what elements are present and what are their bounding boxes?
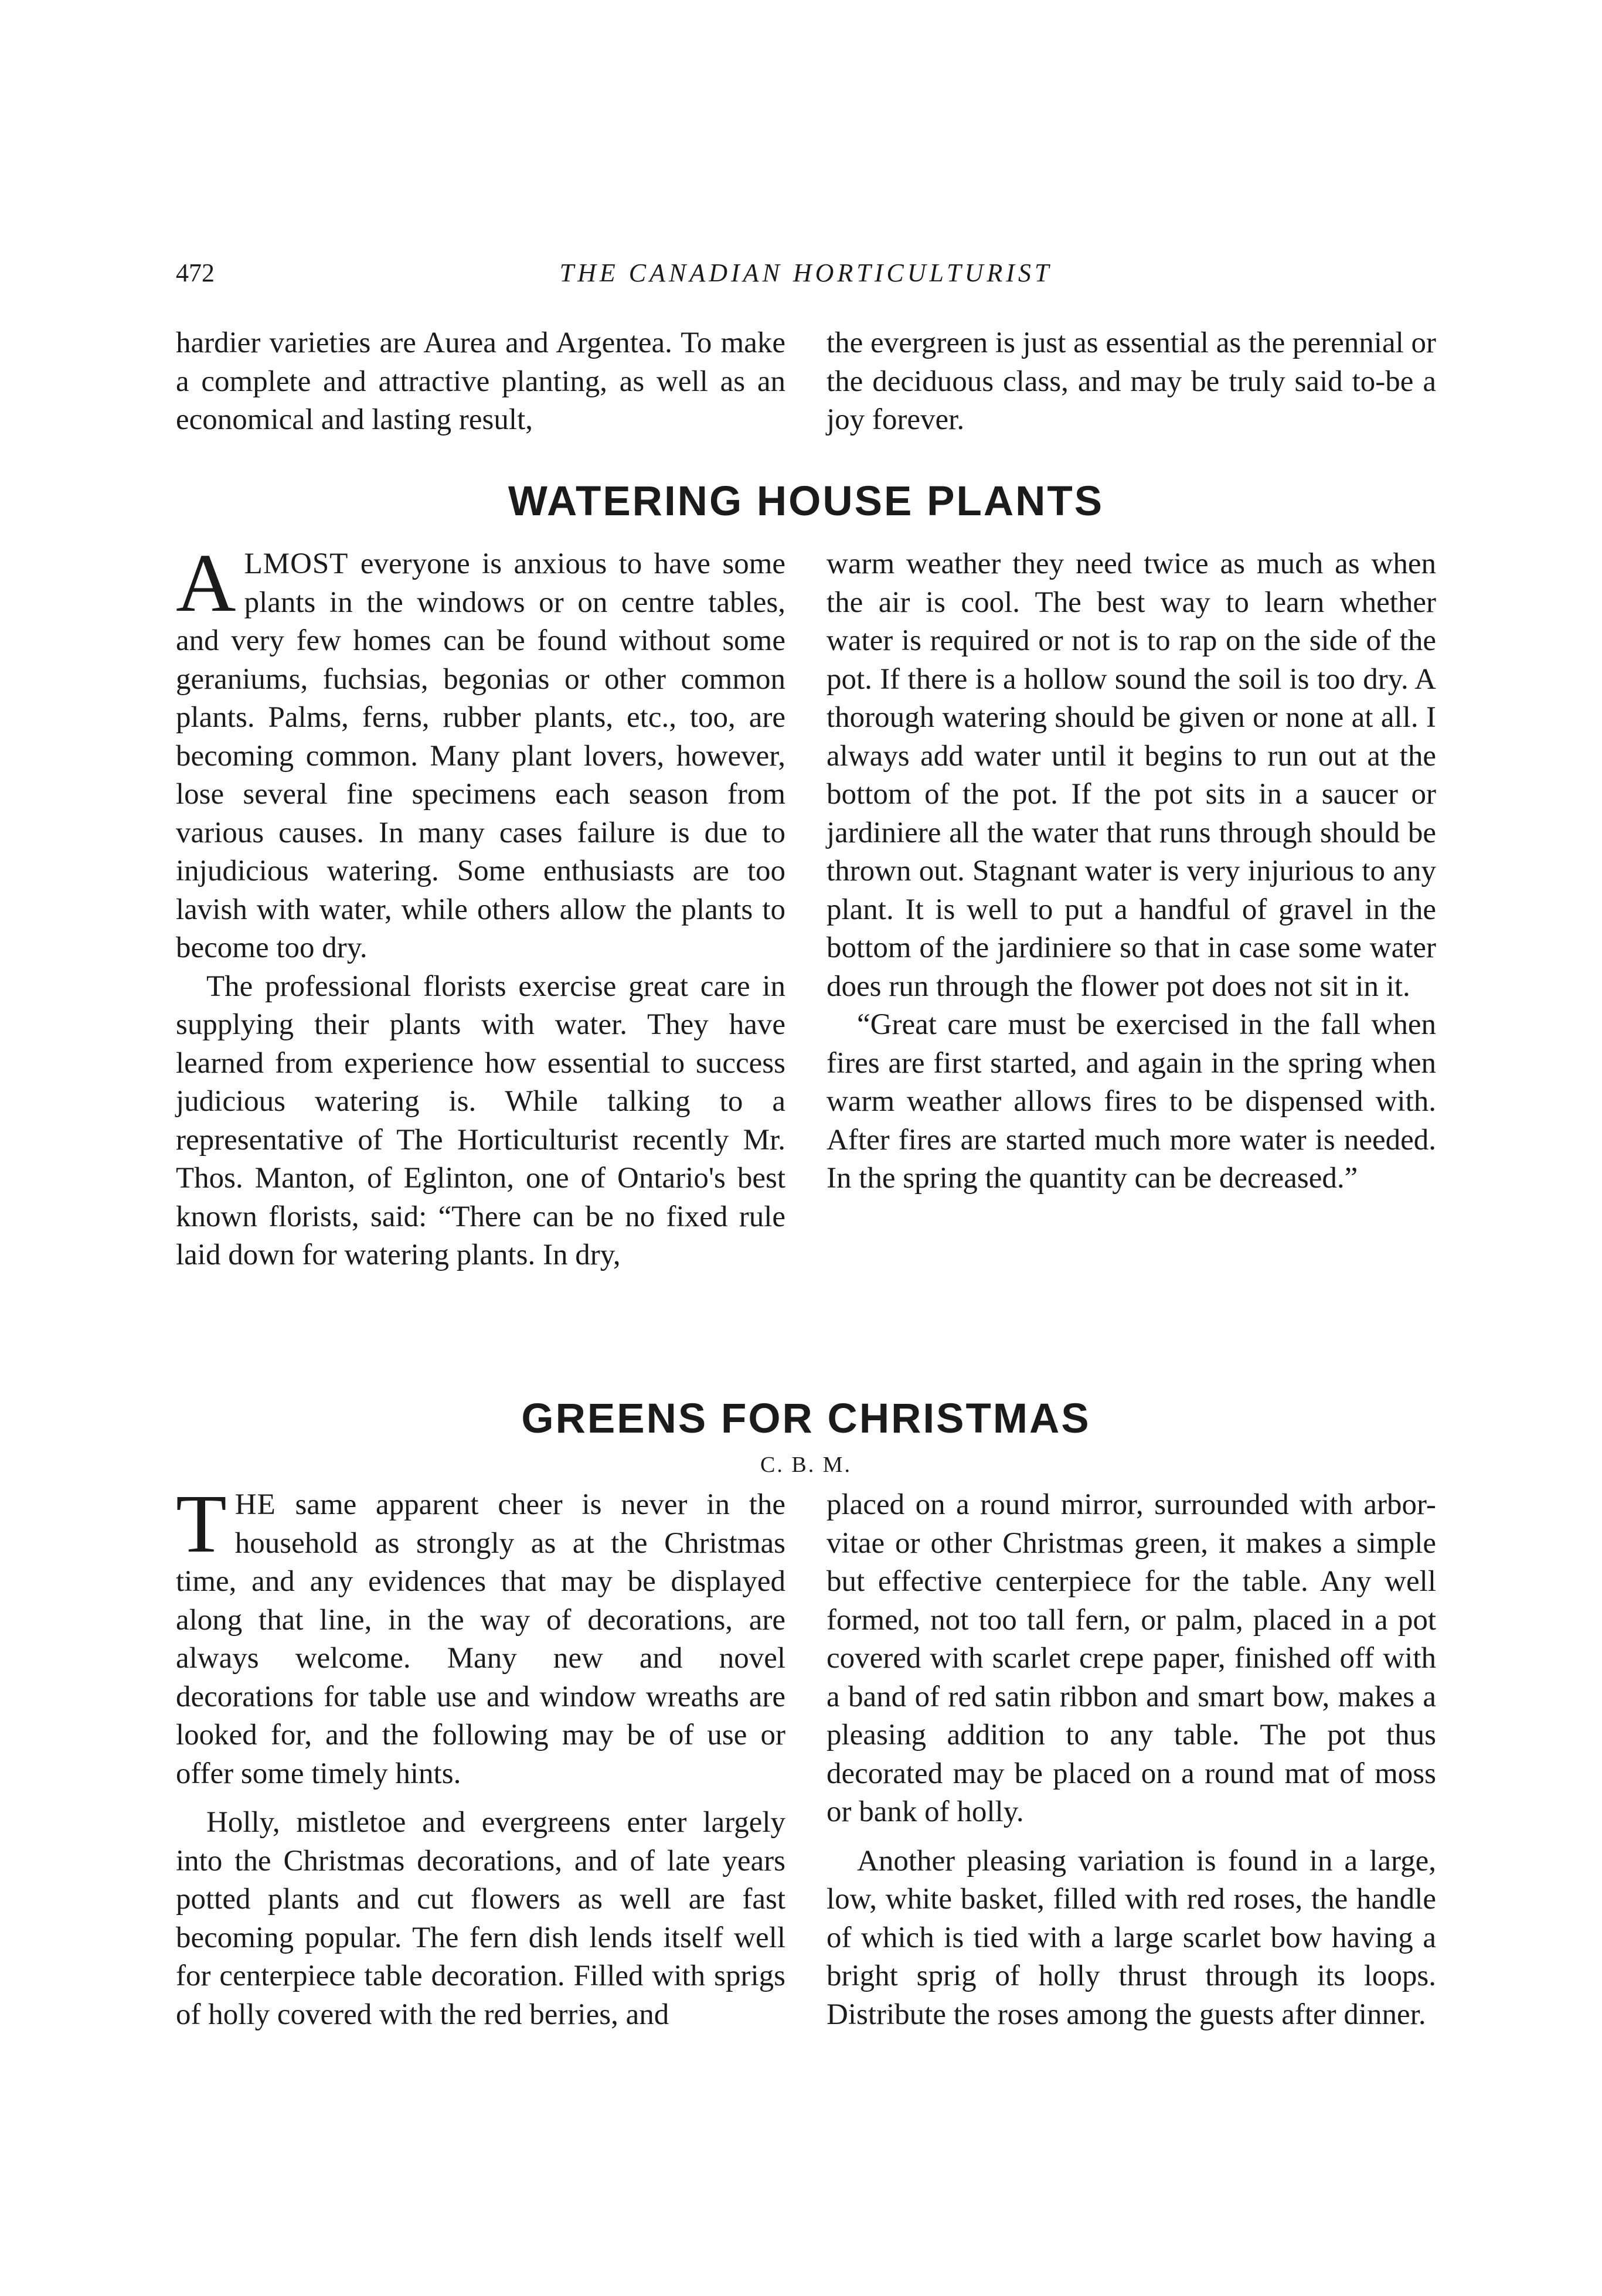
continued-right-column [826,324,1436,440]
greens-paragraph-1-text: same apparent cheer is never in the household as strongly as at the Christmas time, and any evidences that may be displayed along that line, in the way of decorations, are always welcome. Many new and novel decorations for table use and window wreaths are looked for, and the following may be of use or offer some timely hints. [176,1488,786,1790]
journal-title: THE CANADIAN HORTICULTURIST [559,258,1053,287]
article-title-watering: WATERING HOUSE PLANTS [508,478,1104,525]
greens-right-column [826,1486,1436,2034]
lead-caps: HE [234,1488,276,1521]
greens-paragraph-4: Another pleasing variation is found in a large, low, white basket, filled with red roses, the handle of which is tied with a large scarlet bow having a bright sprig of holly thrust through its loops. Distribute the roses among the guests after dinner. [826,1844,1436,2031]
greens-paragraph-2: Holly, mistletoe and evergreens enter largely into the Christmas decorations, and of late years potted plants and cut flowers as well are fast becoming popular. The fern dish lends itself well for centerpiece table decoration. Filled with sprigs of holly covered with the red berries, and [176,1806,785,2031]
greens-left-column [176,1477,786,2034]
watering-paragraph-3: warm weather they need twice as much as when the air is cool. The best way to learn whether water is required or not is to rap on the side of the pot. If there is a hollow sound the soil is too dry. A thorough watering should be given or none at all. I always add water until it begins to run out at the bottom of the pot. If the pot sits in a saucer or jardiniere all the water that runs through should be thrown out. Stagnant water is very injurious to any plant. It is well to put a handful of gravel in the bottom of the jardiniere so that in case some water does run through the flower pot does not sit in it. [826,547,1436,1003]
drop-cap-a: A [176,536,236,629]
continued-left-text: hardier varieties are Aurea and Argentea. To make a complete and attractive planting, as well as an economical and lasting result, [176,326,785,436]
article-title-greens: GREENS FOR CHRISTMAS [521,1396,1091,1442]
continued-left-column [176,324,785,440]
drop-cap-t: T [176,1477,227,1570]
page-number: 472 [176,258,215,287]
watering-paragraph-1-text: everyone is anxious to have some plants in the windows or on centre tables, and very few homes can be found without some geraniums, fuchsias, begonias or other common plants. Palms, ferns, rubber plants, etc., too, are becoming common. Many plant lovers, however, lose several fine specimens each season from various causes. In many cases failure is due to injudicious watering. Some enthusiasts are too lavish with water, while others allow the plants to become too dry. [176,547,786,964]
watering-left-column [176,536,786,1275]
lead-caps: LMOST [244,547,349,580]
byline: C. B. M. [760,1453,852,1477]
watering-paragraph-4: “Great care must be exercised in the fall when fires are first started, and again in the spring when warm weather allows fires to be dispensed with. After fires are started much more water is needed. In the spring the quantity can be decreased.” [826,1008,1436,1195]
continued-right-text: the evergreen is just as essential as the perennial or the deciduous class, and may be truly said to-be a joy forever. [826,326,1436,436]
watering-paragraph-2: The professional florists exercise great care in supplying their plants with water. They have learned from experience how essential to success judicious watering is. While talking to a representative of The Horticulturist recently Mr. Thos. Manton, of Eglinton, one of Ontario's best known florists, said: “There can be no fixed rule laid down for watering plants. In dry, [176,970,785,1271]
greens-paragraph-3: placed on a round mirror, surrounded with arbor-vitae or other Christmas green, it makes a simple but effective centerpiece for the table. Any well formed, not too tall fern, or palm, placed in a pot covered with scarlet crepe paper, finished off with a band of red satin ribbon and smart bow, makes a pleasing addition to any table. The pot thus decorated may be placed on a round mat of moss or bank of holly. [826,1488,1436,1828]
running-head [176,258,1436,293]
greens-paragraph-1 [176,1477,786,1793]
watering-paragraph-1 [176,536,786,968]
watering-right-column [826,545,1436,1198]
